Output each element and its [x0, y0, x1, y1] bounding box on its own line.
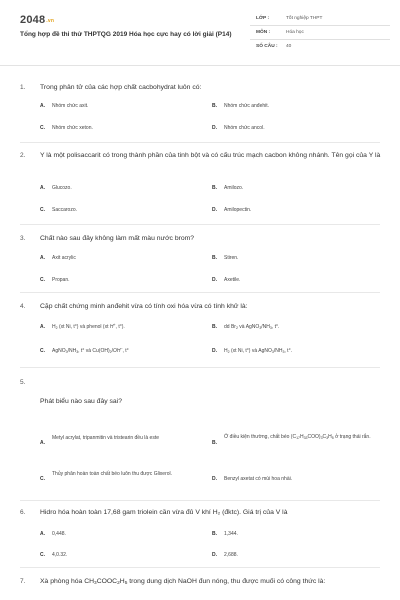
option-text: Glucozo.: [52, 185, 72, 191]
option-letter: D.: [212, 277, 217, 283]
meta-subject-row: [250, 28, 390, 40]
option-text: Amilozo.: [224, 185, 244, 191]
option-letter: C.: [40, 348, 45, 354]
option-letter: C.: [40, 207, 45, 213]
meta-class-value: Tốt nghiệp THPT: [286, 16, 323, 21]
option-text: Nhóm chức anđehit.: [224, 103, 270, 109]
option-letter: C.: [40, 476, 45, 482]
option-letter: C.: [40, 125, 45, 131]
option-letter: B.: [212, 440, 217, 446]
meta-subject-label: MÔN :: [256, 30, 271, 35]
question-number: 6.: [20, 509, 26, 516]
option-letter: D.: [212, 552, 217, 558]
option-text: 4,0.32.: [52, 552, 68, 558]
question-number: 2.: [20, 152, 26, 159]
meta-count-label: SỐ CÂU :: [256, 44, 278, 49]
option-text: Metyl acrylat, tripanmitin và tristearin đều là este: [52, 435, 159, 441]
page-header: [0, 0, 400, 66]
option-text: 1,344.: [224, 531, 238, 537]
option-text: $H_2$ (xt Ni, t°) và phenol (xt H+, t°).: [52, 323, 125, 330]
divider: [20, 224, 380, 225]
option-letter: B.: [212, 324, 217, 330]
question-number: 3.: [20, 235, 26, 242]
option-letter: A.: [40, 440, 45, 446]
option-text: Nhóm chức xeton.: [52, 125, 93, 131]
option-letter: B.: [212, 255, 217, 261]
question-number: 7.: [20, 578, 26, 585]
option-text: $AgNO_3/NH_3$, t° và $Cu(OH)_2/OH^-$, t°: [52, 347, 129, 354]
logo-suffix: .vn: [46, 18, 55, 24]
option-letter: A.: [40, 185, 45, 191]
option-letter: C.: [40, 552, 45, 558]
option-text: 2,688.: [224, 552, 238, 558]
meta-count-value: 40: [286, 44, 292, 49]
option-text: 0,448.: [52, 531, 66, 537]
divider: [20, 500, 380, 501]
option-text: Thủy phân hoàn toàn chất béo luôn thu được Glixerol.: [52, 471, 173, 477]
question-text: Xà phòng hóa $CH_3COOC_2H_5$ trong dung dịch NaOH đun nóng, thu được muối có công thức là:: [40, 578, 326, 586]
divider: [20, 367, 380, 368]
option-text: Axetile.: [224, 277, 241, 283]
meta-class-row: [250, 14, 390, 26]
question-text: Y là một polisaccarit có trong thành phần của tinh bột và có cấu trúc mạch cacbon không nhánh. Tên gọi của Y là: [40, 152, 381, 159]
option-letter: A.: [40, 255, 45, 261]
logo-text: 2048: [20, 14, 46, 26]
option-letter: B.: [212, 103, 217, 109]
option-text: Nhóm chức axit.: [52, 103, 89, 109]
question-text: Phát biểu nào sau đây sai?: [40, 398, 123, 405]
option-letter: A.: [40, 324, 45, 330]
question-text: Hidro hóa hoàn toàn 17,68 gam triolein cần vừa đủ V khí H₂ (đktc). Giá trị của V là: [40, 509, 288, 516]
option-text: dd $Br_2$ và $AgNO_3/NH_3$, t°.: [224, 324, 280, 330]
option-text: Nhóm chức ancol.: [224, 125, 265, 131]
option-letter: C.: [40, 277, 45, 283]
option-letter: D.: [212, 476, 217, 482]
question-text: Trong phân tử của các hợp chất cacbohydrat luôn có:: [40, 84, 202, 91]
option-text: Benzyl axetat có mùi hoa nhài.: [224, 476, 293, 482]
document-title: Tổng hợp đề thi thử THPTQG 2019 Hóa học cực hay có lời giải (P14): [20, 31, 232, 38]
option-text: Amilopectin.: [224, 207, 252, 213]
option-text: $H_2$ (xt Ni, t°) và $AgNO_3/NH_3$, t°.: [224, 348, 292, 354]
option-letter: D.: [212, 348, 217, 354]
option-letter: B.: [212, 531, 217, 537]
meta-subject-value: Hóa học: [286, 30, 304, 35]
option-text: Ở điều kiện thường, chất béo $(C_{17}H_{33}COO)_3C_3H_5$ ở trạng thái rắn.: [224, 434, 371, 440]
option-letter: A.: [40, 531, 45, 537]
option-text: Stiren.: [224, 255, 239, 261]
option-letter: A.: [40, 103, 45, 109]
question-number: 1.: [20, 84, 26, 91]
divider: [20, 292, 380, 293]
question-number: 4.: [20, 303, 26, 310]
option-letter: D.: [212, 207, 217, 213]
option-text: Saccarozo.: [52, 207, 78, 213]
divider: [20, 142, 380, 143]
meta-class-label: LỚP :: [256, 16, 270, 21]
question-number: 5.: [20, 379, 26, 386]
divider: [20, 567, 380, 568]
question-text: Chất nào sau đây không làm mất màu nước brom?: [40, 235, 195, 242]
question-text: Cặp chất chứng minh anđehit vừa có tính oxi hóa vừa có tính khử là:: [40, 303, 248, 310]
option-letter: B.: [212, 185, 217, 191]
option-letter: D.: [212, 125, 217, 131]
option-text: Axit acrylic: [52, 255, 76, 261]
site-logo[interactable]: [20, 14, 54, 26]
option-text: Propan.: [52, 277, 70, 283]
meta-count-row: [250, 42, 390, 54]
